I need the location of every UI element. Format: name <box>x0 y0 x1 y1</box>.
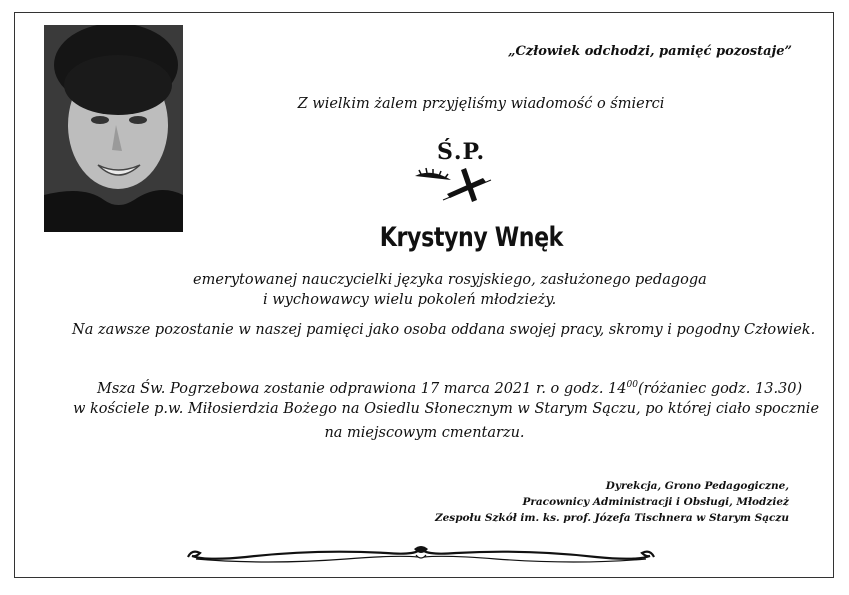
signature-line-3: Zespołu Szkół im. ks. prof. Józefa Tischnera w Starym Sączu <box>434 512 789 524</box>
portrait-photo <box>44 25 183 232</box>
funeral-line-1-main: Msza Św. Pogrzebowa zostanie odprawiona 17 marca 2021 r. o godz. 14 <box>97 381 627 397</box>
cross-with-palm-icon <box>413 166 497 206</box>
funeral-line-2: w kościele p.w. Miłosierdzia Bożego na Osiedlu Słonecznym w Starym Sączu, po której ciało spocznie <box>73 401 820 417</box>
funeral-line-1 <box>97 380 802 397</box>
deceased-name: Krystyny Wnęk <box>379 222 564 253</box>
sp-abbreviation: Ś.P. <box>437 139 486 165</box>
funeral-line-3: na miejscowym cmentarzu. <box>324 425 525 441</box>
description-line-1: emerytowanej nauczycielki języka rosyjskiego, zasłużonego pedagoga <box>193 272 707 288</box>
funeral-rosary-time: (różaniec godz. 13.30) <box>637 381 803 397</box>
signature-line-1: Dyrekcja, Grono Pedagogiczne, <box>605 480 789 492</box>
signature-block <box>435 478 789 526</box>
decorative-divider-ornament <box>186 543 656 565</box>
description-line-2: i wychowawcy wielu pokoleń młodzieży. <box>263 292 557 308</box>
epigraph-quote: „Człowiek odchodzi, pamięć pozostaje” <box>507 44 792 59</box>
memory-text: Na zawsze pozostanie w naszej pamięci jako osoba oddana swojej pracy, skromy i pogodny Człowiek. <box>72 322 816 338</box>
signature-line-2: Pracownicy Administracji i Obsługi, Młodzież <box>522 496 789 508</box>
funeral-time-minutes: 00 <box>626 380 638 390</box>
intro-text: Z wielkim żalem przyjęliśmy wiadomość o śmierci <box>297 96 665 112</box>
